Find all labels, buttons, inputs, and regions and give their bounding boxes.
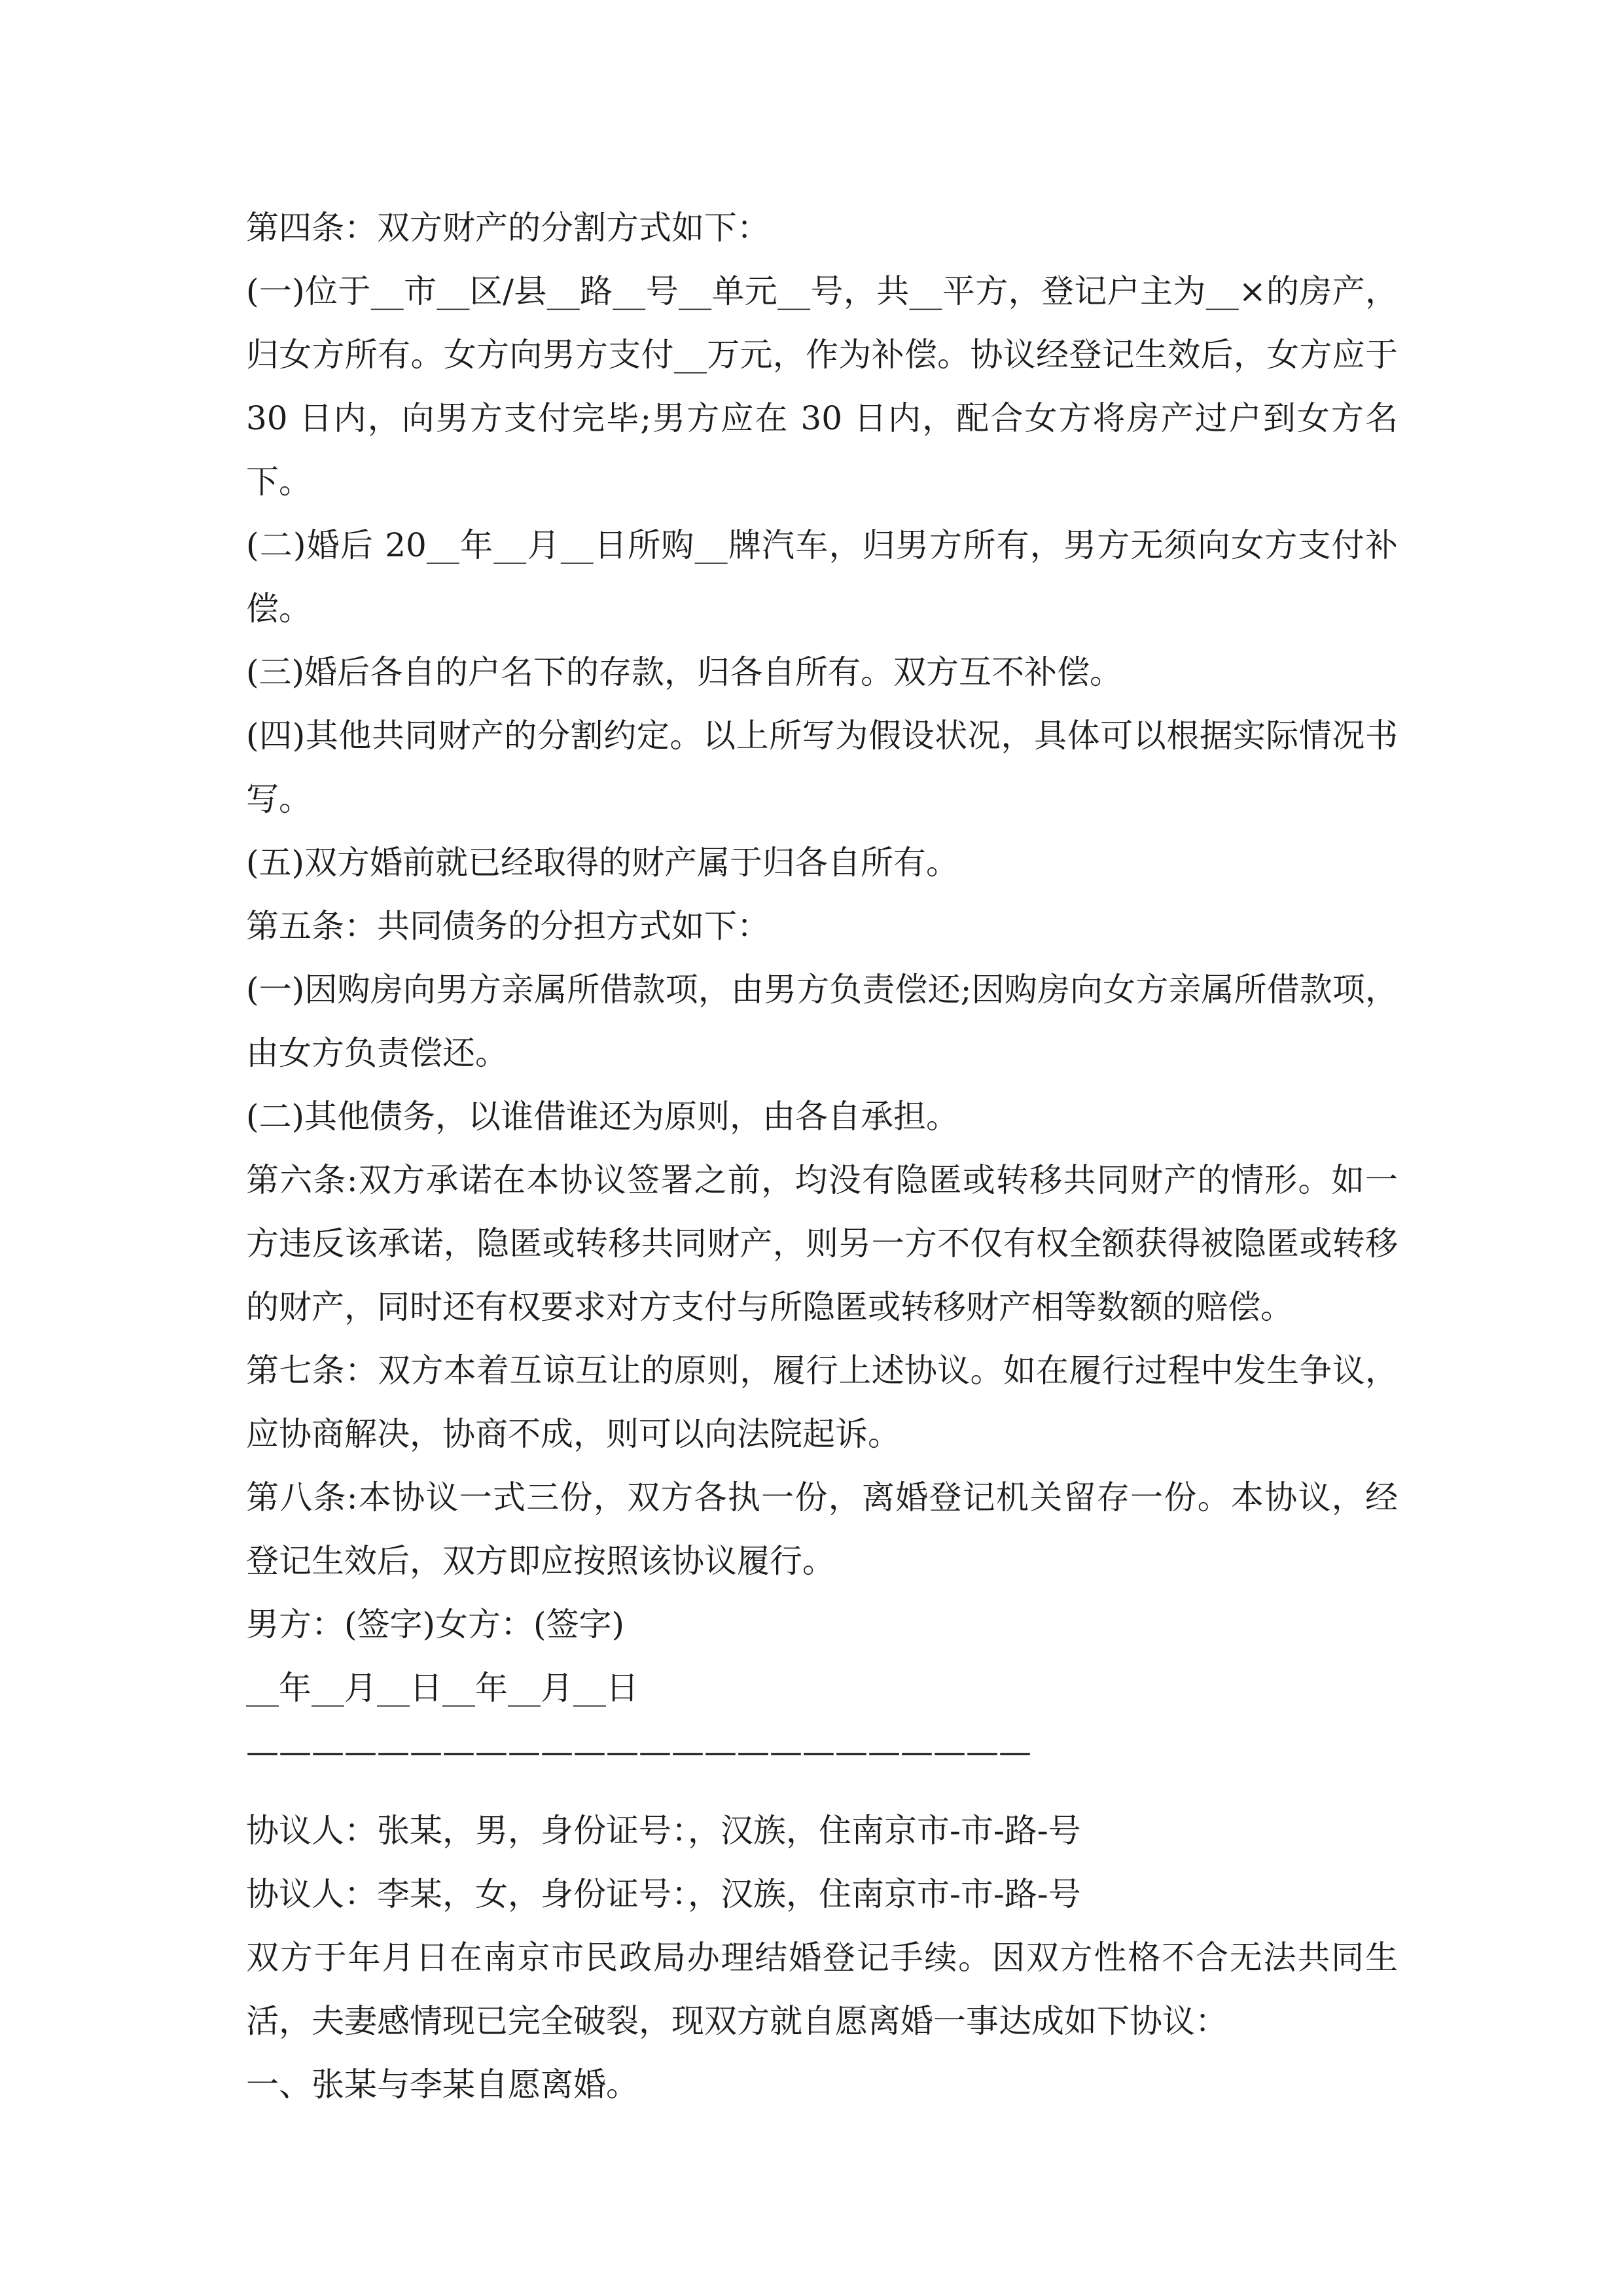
- divider-spacing: [246, 1784, 1398, 1799]
- article-5-clause-1: (一)因购房向男方亲属所借款项，由男方负责偿还;因购房向女方亲属所借款项，由女方负责偿还。: [246, 971, 1398, 1072]
- document-body: [246, 196, 1408, 2117]
- article-6: 第六条:双方承诺在本协议签署之前，均没有隐匿或转移共同财产的情形。如一方违反该承诺，隐匿或转移共同财产，则另一方不仅有权全额获得被隐匿或转移的财产，同时还有权要求对方支付与所隐匿或转移财产相等数额的赔偿。: [246, 1161, 1398, 1326]
- article-4-clause-3: (三)婚后各自的户名下的存款，归各自所有。双方互不补偿。: [246, 653, 1123, 691]
- article-5-heading: 第五条：共同债务的分担方式如下：: [246, 907, 770, 945]
- preamble: 双方于年月日在南京市民政局办理结婚登记手续。因双方性格不合无法共同生活，夫妻感情现已完全破裂，现双方就自愿离婚一事达成如下协议：: [246, 1939, 1398, 2040]
- date-line: __年__月__日__年__月__日: [246, 1669, 639, 1707]
- article-7: 第七条：双方本着互谅互让的原则，履行上述协议。如在履行过程中发生争议，应协商解决，协商不成，则可以向法院起诉。: [246, 1352, 1398, 1453]
- article-5-clause-2: (二)其他债务，以谁借谁还为原则，由各自承担。: [246, 1098, 959, 1136]
- article-4-clause-4: (四)其他共同财产的分割约定。以上所写为假设状况，具体可以根据实际情况书写。: [246, 717, 1398, 818]
- article-4-clause-1: (一)位于__市__区/县__路__号__单元__号，共__平方，登记户主为__×的房产，归女方所有。女方向男方支付__万元，作为补偿。协议经登记生效后，女方应于 30 日内，向男方支付完毕;男方应在 30 日内，配合女方将房产过户到女方名下。: [246, 272, 1408, 501]
- article-4-heading: 第四条：双方财产的分割方式如下：: [246, 209, 770, 247]
- article-4-clause-5: (五)双方婚前就已经取得的财产属于归各自所有。: [246, 844, 959, 882]
- section-divider: ————————————————————————: [246, 1732, 1031, 1770]
- party-1: 协议人：张某，男，身份证号：，汉族，住南京市-市-路-号: [246, 1812, 1081, 1850]
- clause-one: 一、张某与李某自愿离婚。: [246, 2066, 639, 2104]
- article-4-clause-2: (二)婚后 20__年__月__日所购__牌汽车，归男方所有，男方无须向女方支付补偿。: [246, 526, 1398, 628]
- article-8: 第八条:本协议一式三份，双方各执一份，离婚登记机关留存一份。本协议，经登记生效后，双方即应按照该协议履行。: [246, 1479, 1398, 1580]
- signature-line: 男方：(签字)女方：(签字): [246, 1605, 625, 1643]
- party-2: 协议人：李某，女，身份证号：，汉族，住南京市-市-路-号: [246, 1875, 1081, 1913]
